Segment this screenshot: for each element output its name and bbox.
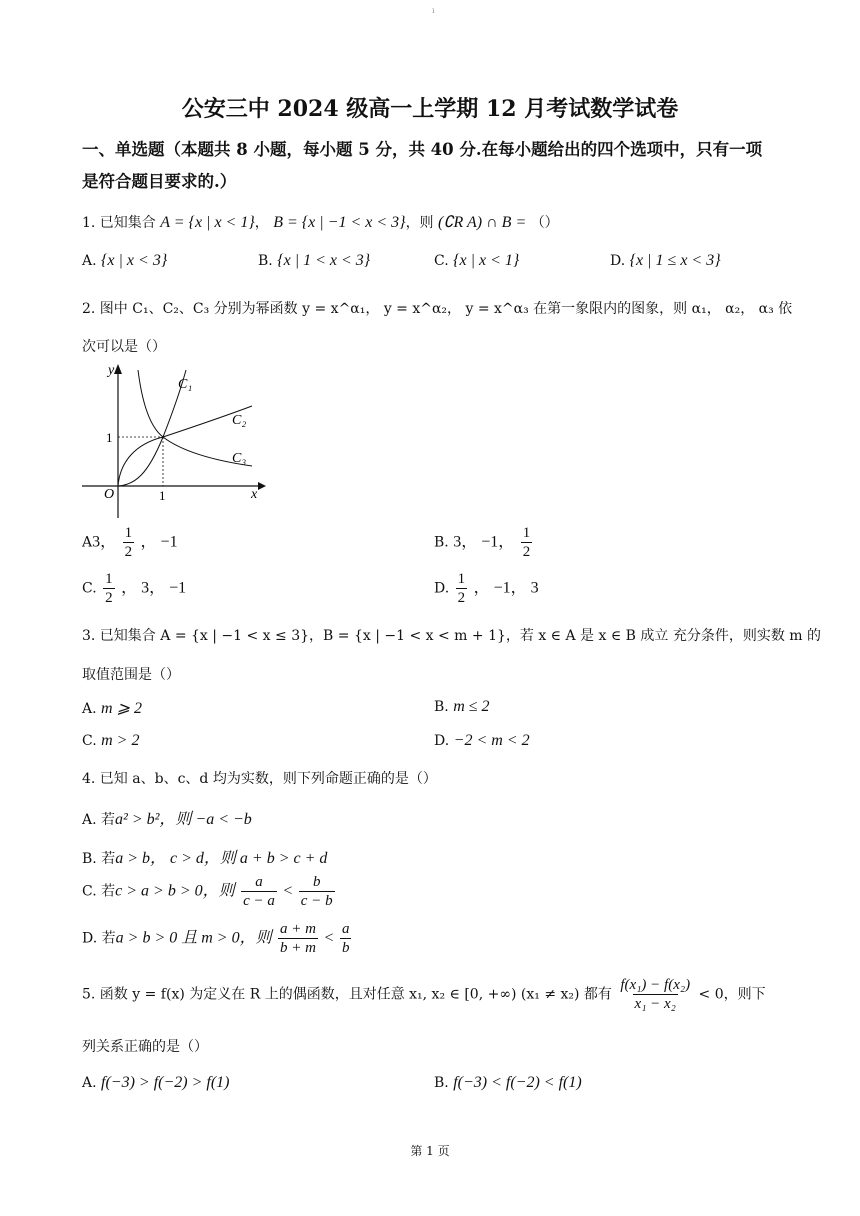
q1-prefix: 1. 已知集合 — [82, 215, 156, 231]
q4-option-d: D. 若a > b > 0 且 m > 0，则 $\frac{a + m}{b + m}$ < $\frac{a}{b}$ — [82, 921, 350, 956]
question-3-line1: 3. 已知集合 A = {x | −1 < x ≤ 3}，B = {x | −1 < x < m + 1}，若 x ∈ A 是 x ∈ B 成立 充分条件，则实数 m 的 — [82, 628, 822, 644]
q1-sep2: ，则 — [405, 215, 434, 231]
page-number: 第 1 页 — [410, 1144, 450, 1158]
q1-option-b: B. {x | 1 < x < 3} — [258, 252, 371, 269]
header-mark: ı — [432, 6, 435, 15]
curve-c3-label: C₃ — [232, 451, 247, 466]
q4-option-b: B. 若a > b， c > d，则 a + b > c + d — [82, 850, 328, 867]
q3-option-c: C. m > 2 — [82, 732, 140, 749]
question-5-stem: 5. 函数 y = f(x) 为定义在 R 上的偶函数，且对任意 x₁, x₂ ∈ [0, +∞) (x₁ ≠ x₂) 都有 $\frac{\text{f(x₁) − f(x₂)}}{\text{x₁ − x₂}}$ < 0，则下 — [82, 977, 766, 1012]
q1-paren: （） — [530, 215, 559, 231]
question-1-stem — [82, 212, 559, 232]
section-heading-line1: 一、单选题（本题共 8 小题，每小题 5 分，共 40 分.在每小题给出的四个选项中，只有一项 — [82, 140, 763, 159]
q4-option-c: C. 若c > a > b > 0，则 $\frac{a}{c - a}$ < $\frac{b}{c - b}$ — [82, 874, 333, 909]
q2-option-a: A3， $\frac{1}{2}$ ， −1 — [82, 525, 178, 560]
q1-option-d: D. {x | 1 ≤ x < 3} — [610, 252, 721, 269]
page-title: 公安三中 2024 级高一上学期 12 月考试数学试卷 — [181, 96, 679, 122]
power-function-graph — [80, 362, 270, 522]
q5-option-b: B. f(−3) < f(−2) < f(1) — [434, 1074, 582, 1091]
q1-set-b: B = {x | −1 < x < 3} — [273, 214, 406, 231]
y-axis-arrow — [114, 364, 122, 374]
y-tick-label: 1 — [106, 430, 113, 445]
question-5-line2: 列关系正确的是（） — [82, 1039, 208, 1055]
curve-c1 — [118, 370, 186, 486]
q2-option-b: B. 3， −1， $\frac{1}{2}$ — [434, 525, 531, 560]
origin-label: O — [104, 487, 115, 502]
q3-option-d: D. −2 < m < 2 — [434, 732, 530, 749]
q4-option-a: A. 若a² > b²，则 −a < −b — [82, 811, 252, 828]
x-axis-label: x — [251, 487, 258, 502]
q1-option-a: A. {x | x < 3} — [82, 252, 168, 269]
q1-sep1: ， — [254, 215, 269, 231]
curve-c2-label: C₂ — [232, 413, 247, 428]
question-2-line1: 2. 图中 C₁、C₂、C₃ 分别为幂函数 y = x^α₁， y = x^α₂， y = x^α₃ 在第一象限内的图象，则 α₁， α₂， α₃ 依 — [82, 301, 793, 317]
question-4-stem: 4. 已知 a、b、c、d 均为实数，则下列命题正确的是（） — [82, 771, 437, 787]
q1-expression: (∁R A) ∩ B = — [438, 214, 527, 231]
x-tick-label: 1 — [159, 488, 166, 503]
q1-set-a: A = {x | x < 1} — [160, 214, 255, 231]
q2-option-c: C. $\frac{1}{2}$ ， 3， −1 — [82, 571, 187, 606]
q2-option-d: D. $\frac{1}{2}$ ， −1， 3 — [434, 571, 539, 606]
y-axis-label: y — [108, 363, 115, 378]
q1-option-c: C. {x | x < 1} — [434, 252, 520, 269]
x-axis-arrow — [258, 482, 266, 490]
question-3-line2: 取值范围是（） — [82, 667, 180, 683]
section-heading-line2: 是符合题目要求的.） — [82, 172, 237, 191]
q3-option-b: B. m ≤ 2 — [434, 698, 490, 715]
q5-option-a: A. f(−3) > f(−2) > f(1) — [82, 1074, 230, 1091]
curve-c1-label: C₁ — [178, 377, 193, 392]
q3-option-a: A. m ⩾ 2 — [82, 700, 142, 717]
question-2-line2: 次可以是（） — [82, 339, 166, 355]
